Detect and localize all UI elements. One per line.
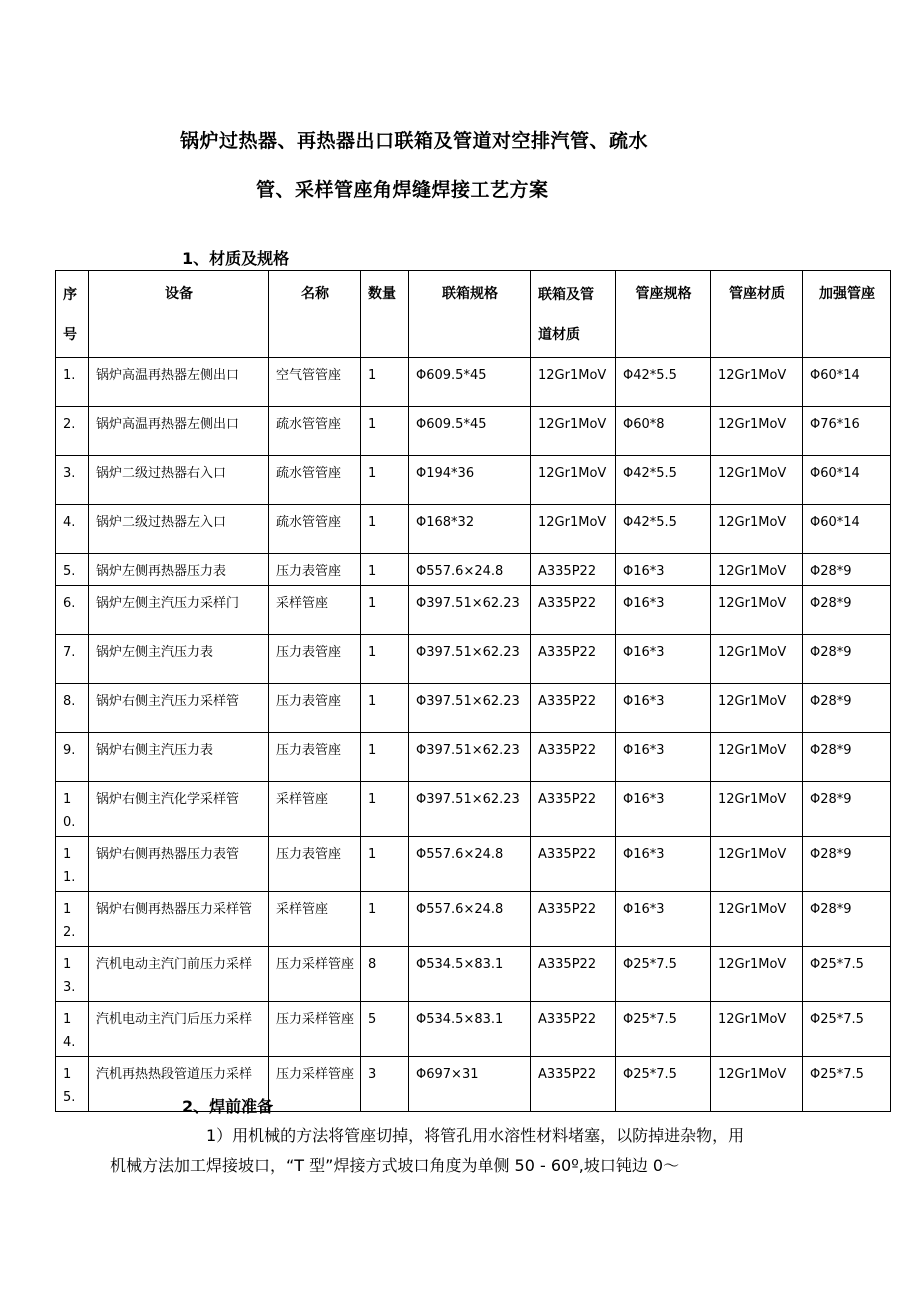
- cell-pipe-spec: Φ16*3: [616, 635, 711, 684]
- cell-seq: 2.: [56, 407, 89, 456]
- table-row: [56, 837, 891, 892]
- cell-pipe-spec: Φ16*3: [616, 892, 711, 947]
- table-row: [56, 1002, 891, 1057]
- cell-seq: 8.: [56, 684, 89, 733]
- table-row: [56, 1057, 891, 1112]
- cell-header-spec: Φ557.6×24.8: [409, 554, 531, 586]
- cell-qty: 3: [361, 1057, 409, 1112]
- cell-reinforce: Φ25*7.5: [803, 1002, 891, 1057]
- cell-reinforce: Φ76*16: [803, 407, 891, 456]
- cell-reinforce: Φ28*9: [803, 684, 891, 733]
- cell-material: A335P22: [531, 554, 616, 586]
- cell-pipe-material: 12Gr1MoV: [711, 782, 803, 837]
- table-row: [56, 892, 891, 947]
- cell-material: A335P22: [531, 782, 616, 837]
- document-title-line-1: 锅炉过热器、再热器出口联箱及管道对空排汽管、疏水: [180, 130, 649, 152]
- cell-reinforce: Φ28*9: [803, 586, 891, 635]
- cell-material: A335P22: [531, 586, 616, 635]
- cell-equipment: 锅炉右侧再热器压力表管: [89, 837, 269, 892]
- cell-qty: 1: [361, 456, 409, 505]
- cell-header-spec: Φ534.5×83.1: [409, 1002, 531, 1057]
- cell-equipment: 锅炉右侧主汽压力表: [89, 733, 269, 782]
- cell-header-spec: Φ397.51×62.23: [409, 684, 531, 733]
- cell-name: 压力表管座: [269, 684, 361, 733]
- cell-qty: 8: [361, 947, 409, 1002]
- cell-name: 采样管座: [269, 892, 361, 947]
- table-row: [56, 782, 891, 837]
- header-name: 名称: [269, 271, 361, 358]
- cell-reinforce: Φ60*14: [803, 505, 891, 554]
- cell-material: A335P22: [531, 733, 616, 782]
- cell-reinforce: Φ25*7.5: [803, 1057, 891, 1112]
- cell-header-spec: Φ609.5*45: [409, 358, 531, 407]
- cell-name: 压力采样管座: [269, 947, 361, 1002]
- header-qty: 数量: [361, 271, 409, 358]
- header-pipe-material: 管座材质: [711, 271, 803, 358]
- cell-pipe-material: 12Gr1MoV: [711, 1002, 803, 1057]
- cell-material: A335P22: [531, 635, 616, 684]
- cell-seq: 1.: [56, 358, 89, 407]
- cell-pipe-material: 12Gr1MoV: [711, 407, 803, 456]
- cell-qty: 1: [361, 635, 409, 684]
- cell-name: 压力采样管座: [269, 1002, 361, 1057]
- table-row: [56, 407, 891, 456]
- cell-seq: 13.: [56, 947, 89, 1002]
- cell-qty: 1: [361, 554, 409, 586]
- cell-material: A335P22: [531, 1002, 616, 1057]
- cell-qty: 5: [361, 1002, 409, 1057]
- cell-pipe-spec: Φ16*3: [616, 586, 711, 635]
- cell-qty: 1: [361, 837, 409, 892]
- cell-pipe-spec: Φ42*5.5: [616, 505, 711, 554]
- cell-material: A335P22: [531, 684, 616, 733]
- cell-pipe-material: 12Gr1MoV: [711, 635, 803, 684]
- cell-pipe-material: 12Gr1MoV: [711, 684, 803, 733]
- cell-equipment: 锅炉右侧主汽压力采样管: [89, 684, 269, 733]
- cell-header-spec: Φ534.5×83.1: [409, 947, 531, 1002]
- table-row: [56, 635, 891, 684]
- cell-header-spec: Φ557.6×24.8: [409, 837, 531, 892]
- header-seq: 序 号: [56, 271, 89, 358]
- cell-pipe-spec: Φ42*5.5: [616, 358, 711, 407]
- cell-seq: 15.: [56, 1057, 89, 1112]
- cell-name: 压力采样管座: [269, 1057, 361, 1112]
- cell-equipment: 锅炉右侧主汽化学采样管: [89, 782, 269, 837]
- paragraph-line-a: 1）用机械的方法将管座切掉，将管孔用水溶性材料堵塞，以防掉进杂物，用: [206, 1126, 745, 1145]
- cell-qty: 1: [361, 733, 409, 782]
- cell-equipment: 汽机再热热段管道压力采样: [89, 1057, 269, 1112]
- cell-pipe-spec: Φ25*7.5: [616, 1002, 711, 1057]
- cell-equipment: 锅炉高温再热器左侧出口: [89, 407, 269, 456]
- table-row: [56, 947, 891, 1002]
- cell-reinforce: Φ28*9: [803, 635, 891, 684]
- cell-pipe-spec: Φ16*3: [616, 837, 711, 892]
- cell-seq: 6.: [56, 586, 89, 635]
- cell-seq: 7.: [56, 635, 89, 684]
- cell-pipe-material: 12Gr1MoV: [711, 586, 803, 635]
- cell-pipe-material: 12Gr1MoV: [711, 733, 803, 782]
- cell-pipe-spec: Φ60*8: [616, 407, 711, 456]
- header-header-spec: 联箱规格: [409, 271, 531, 358]
- header-equipment: 设备: [89, 271, 269, 358]
- cell-pipe-spec: Φ42*5.5: [616, 456, 711, 505]
- table-row: [56, 554, 891, 586]
- cell-seq: 4.: [56, 505, 89, 554]
- cell-name: 空气管管座: [269, 358, 361, 407]
- cell-seq: 14.: [56, 1002, 89, 1057]
- cell-header-spec: Φ557.6×24.8: [409, 892, 531, 947]
- cell-header-spec: Φ397.51×62.23: [409, 635, 531, 684]
- cell-equipment: 锅炉二级过热器右入口: [89, 456, 269, 505]
- paragraph-line-b: 机械方法加工焊接坡口，“T 型”焊接方式坡口角度为单侧 50 - 60º,坡口钝边 0～: [110, 1156, 680, 1175]
- document-title-line-2: 管、采样管座角焊缝焊接工艺方案: [256, 179, 549, 201]
- header-material: 联箱及管 道材质: [531, 271, 616, 358]
- cell-pipe-spec: Φ16*3: [616, 684, 711, 733]
- cell-header-spec: Φ397.51×62.23: [409, 733, 531, 782]
- section-heading-pre-weld: 2、焊前准备: [182, 1097, 274, 1116]
- cell-name: 压力表管座: [269, 733, 361, 782]
- cell-pipe-spec: Φ25*7.5: [616, 1057, 711, 1112]
- cell-seq: 10.: [56, 782, 89, 837]
- cell-reinforce: Φ60*14: [803, 358, 891, 407]
- cell-pipe-spec: Φ25*7.5: [616, 947, 711, 1002]
- cell-reinforce: Φ25*7.5: [803, 947, 891, 1002]
- cell-pipe-material: 12Gr1MoV: [711, 947, 803, 1002]
- cell-equipment: 锅炉左侧主汽压力表: [89, 635, 269, 684]
- cell-reinforce: Φ28*9: [803, 837, 891, 892]
- table-row: [56, 358, 891, 407]
- cell-header-spec: Φ194*36: [409, 456, 531, 505]
- cell-equipment: 锅炉高温再热器左侧出口: [89, 358, 269, 407]
- cell-reinforce: Φ28*9: [803, 554, 891, 586]
- cell-material: 12Gr1MoV: [531, 407, 616, 456]
- cell-material: A335P22: [531, 1057, 616, 1112]
- cell-pipe-spec: Φ16*3: [616, 782, 711, 837]
- cell-material: 12Gr1MoV: [531, 505, 616, 554]
- cell-seq: 3.: [56, 456, 89, 505]
- cell-header-spec: Φ397.51×62.23: [409, 586, 531, 635]
- cell-pipe-material: 12Gr1MoV: [711, 837, 803, 892]
- cell-name: 疏水管管座: [269, 407, 361, 456]
- cell-qty: 1: [361, 684, 409, 733]
- section-heading-materials: 1、材质及规格: [182, 249, 290, 268]
- cell-pipe-material: 12Gr1MoV: [711, 505, 803, 554]
- cell-qty: 1: [361, 505, 409, 554]
- cell-pipe-material: 12Gr1MoV: [711, 456, 803, 505]
- cell-material: 12Gr1MoV: [531, 456, 616, 505]
- cell-pipe-spec: Φ16*3: [616, 554, 711, 586]
- cell-equipment: 锅炉右侧再热器压力采样管: [89, 892, 269, 947]
- cell-name: 压力表管座: [269, 554, 361, 586]
- cell-seq: 11.: [56, 837, 89, 892]
- cell-qty: 1: [361, 586, 409, 635]
- cell-equipment: 锅炉左侧主汽压力采样门: [89, 586, 269, 635]
- cell-name: 疏水管管座: [269, 456, 361, 505]
- cell-name: 疏水管管座: [269, 505, 361, 554]
- cell-reinforce: Φ28*9: [803, 733, 891, 782]
- table-row: [56, 456, 891, 505]
- cell-header-spec: Φ168*32: [409, 505, 531, 554]
- cell-seq: 12.: [56, 892, 89, 947]
- cell-equipment: 锅炉二级过热器左入口: [89, 505, 269, 554]
- cell-pipe-material: 12Gr1MoV: [711, 554, 803, 586]
- cell-name: 采样管座: [269, 782, 361, 837]
- cell-seq: 5.: [56, 554, 89, 586]
- paragraph-pre-weld-1: [110, 1121, 848, 1181]
- cell-material: A335P22: [531, 837, 616, 892]
- materials-spec-table: [55, 270, 891, 1112]
- cell-material: A335P22: [531, 947, 616, 1002]
- cell-seq: 9.: [56, 733, 89, 782]
- cell-pipe-material: 12Gr1MoV: [711, 1057, 803, 1112]
- header-reinforce: 加强管座: [803, 271, 891, 358]
- header-pipe-spec: 管座规格: [616, 271, 711, 358]
- cell-equipment: 锅炉左侧再热器压力表: [89, 554, 269, 586]
- cell-reinforce: Φ60*14: [803, 456, 891, 505]
- cell-material: 12Gr1MoV: [531, 358, 616, 407]
- cell-pipe-spec: Φ16*3: [616, 733, 711, 782]
- cell-header-spec: Φ397.51×62.23: [409, 782, 531, 837]
- table-row: [56, 684, 891, 733]
- cell-name: 压力表管座: [269, 837, 361, 892]
- cell-qty: 1: [361, 358, 409, 407]
- cell-qty: 1: [361, 892, 409, 947]
- cell-name: 压力表管座: [269, 635, 361, 684]
- cell-header-spec: Φ697×31: [409, 1057, 531, 1112]
- cell-material: A335P22: [531, 892, 616, 947]
- cell-name: 采样管座: [269, 586, 361, 635]
- table-row: [56, 733, 891, 782]
- cell-qty: 1: [361, 782, 409, 837]
- cell-equipment: 汽机电动主汽门后压力采样: [89, 1002, 269, 1057]
- table-row: [56, 505, 891, 554]
- cell-header-spec: Φ609.5*45: [409, 407, 531, 456]
- cell-pipe-material: 12Gr1MoV: [711, 358, 803, 407]
- cell-qty: 1: [361, 407, 409, 456]
- table-row: [56, 586, 891, 635]
- cell-reinforce: Φ28*9: [803, 782, 891, 837]
- cell-pipe-material: 12Gr1MoV: [711, 892, 803, 947]
- table-header-row: [56, 271, 891, 358]
- cell-reinforce: Φ28*9: [803, 892, 891, 947]
- cell-equipment: 汽机电动主汽门前压力采样: [89, 947, 269, 1002]
